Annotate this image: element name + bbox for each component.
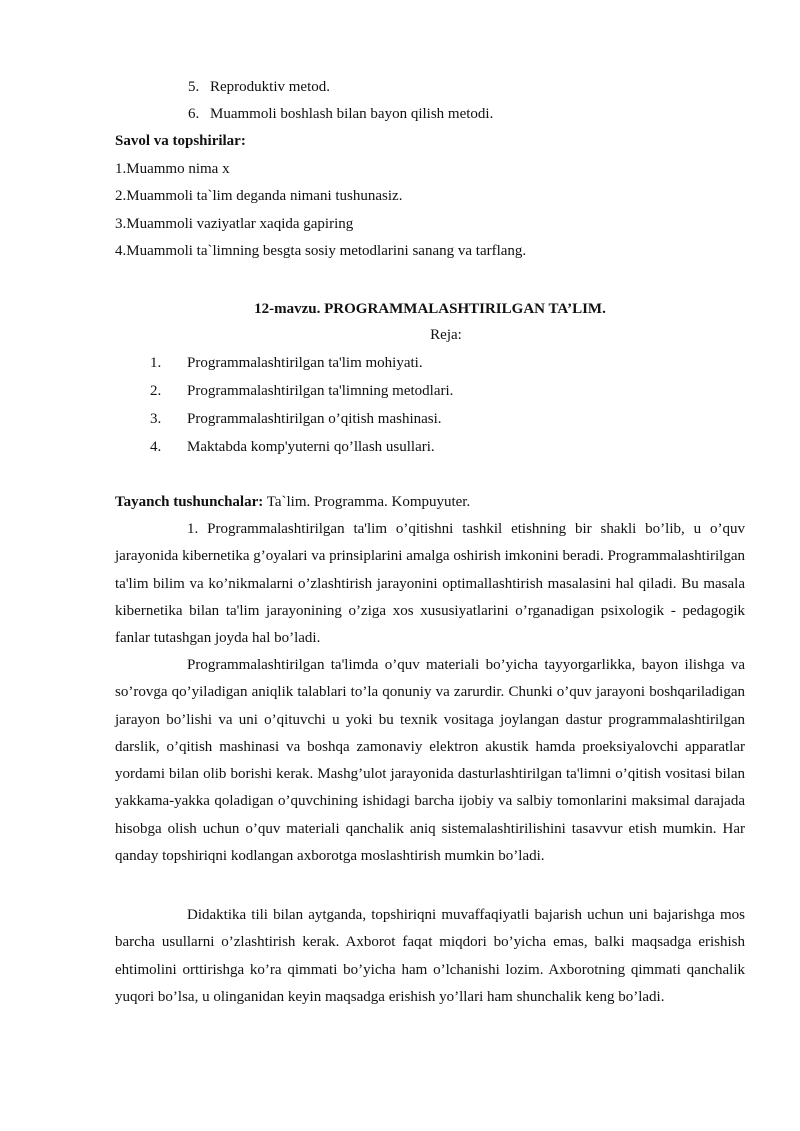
list-text: Reproduktiv metod.	[210, 79, 330, 95]
plan-text: Maktabda komp'yuterni qo’llash usullari.	[187, 439, 435, 455]
question-item: 1.Muammo nima x	[115, 161, 230, 177]
plan-number: 3.	[150, 411, 162, 427]
list-text: Muammoli boshlash bilan bayon qilish metodi.	[210, 106, 494, 122]
body-paragraph: 1. Programmalashtirilgan ta'lim o’qitishni tashkil etishning bir shakli bo’lib, u o’quv jarayonida kibernetika g’oyalari va prinsiplarini amalga oshirish imkonini beradi. Programmalashtirilgan ta'lim bilim va ko’nikmalarni o’zlashtirish jarayonini optimallashtirish masalasini hal qiladi. Bu masala kibernetika bilan ta'lim jarayonining o’ziga xos xususiyatlarini o’rganadigan psixologik - pedagogik fanlar tutashgan joyda hal bo’ladi.	[115, 521, 745, 647]
plan-text: Programmalashtirilgan ta'limning metodlari.	[187, 383, 454, 399]
plan-label: Reja:	[430, 327, 462, 343]
list-number: 6.	[188, 106, 200, 122]
plan-number: 1.	[150, 355, 162, 371]
key-concepts-label: Tayanch tushunchalar:	[115, 494, 264, 510]
question-item: 4.Muammoli ta`limning besgta sosiy metodlarini sanang va tarflang.	[115, 243, 527, 259]
question-item: 3.Muammoli vaziyatlar xaqida gapiring	[115, 216, 354, 232]
question-item: 2.Muammoli ta`lim deganda nimani tushunasiz.	[115, 188, 403, 204]
plan-number: 4.	[150, 439, 162, 455]
key-concepts-text: Ta`lim. Programma. Kompuyuter.	[263, 494, 471, 510]
body-paragraph: Programmalashtirilgan ta'limda o’quv materiali bo’yicha tayyorgarlikka, bayon ilishga va so’rovga qo’yiladigan aniqlik talablari to’la qonuniy va zarurdir. Chunki o’quv jarayoni boshqariladigan jarayon bo’lishi va uni o’qituvchi u yoki bu texnik vositaga joylangan dastur programmalashtirilgan darslik, o’qitish mashinasi va boshqa zamonaviy elektron akustik hamda proeksiyalovchi apparatlar yordami bilan olib borishi kerak. Mashg’ulot jarayonida dasturlashtirilgan ta'limni o’qitish vositasi bilan yakkama-yakka qoladigan o’quvchining ishidagi barcha ijobiy va salbiy tomonlarini maksimal darajada hisobga olish uchun o’quv materiali qanchalik aniq sistemalashtirilishini tasavvur etish mumkin. Har qanday topshiriqni kodlangan axborotga moslashtirish mumkin bo’ladi.	[115, 657, 745, 865]
questions-heading: Savol va topshirilar:	[115, 133, 246, 149]
topic-title: 12-mavzu. PROGRAMMALASHTIRILGAN TA’LIM.	[254, 301, 606, 317]
plan-text: Programmalashtirilgan ta'lim mohiyati.	[187, 355, 423, 371]
body-paragraph: Didaktika tili bilan aytganda, topshiriqni muvaffaqiyatli bajarish uchun uni bajarishga mos barcha usullarni o’zlashtirish kerak. Axborot faqat miqdori bo’yicha emas, balki maqsadga erishish ehtimolini orttirishga ko’ra qimmati bo’yicha ham o’lchanishi lozim. Axborotning qimmati qanchalik yuqori bo’lsa, u olinganidan keyin maqsadga erishish yo’llari ham shunchalik keng bo’ladi.	[115, 907, 745, 1005]
list-number: 5.	[188, 79, 200, 95]
plan-text: Programmalashtirilgan o’qitish mashinasi.	[187, 411, 442, 427]
key-concepts	[115, 493, 470, 511]
plan-number: 2.	[150, 383, 162, 399]
